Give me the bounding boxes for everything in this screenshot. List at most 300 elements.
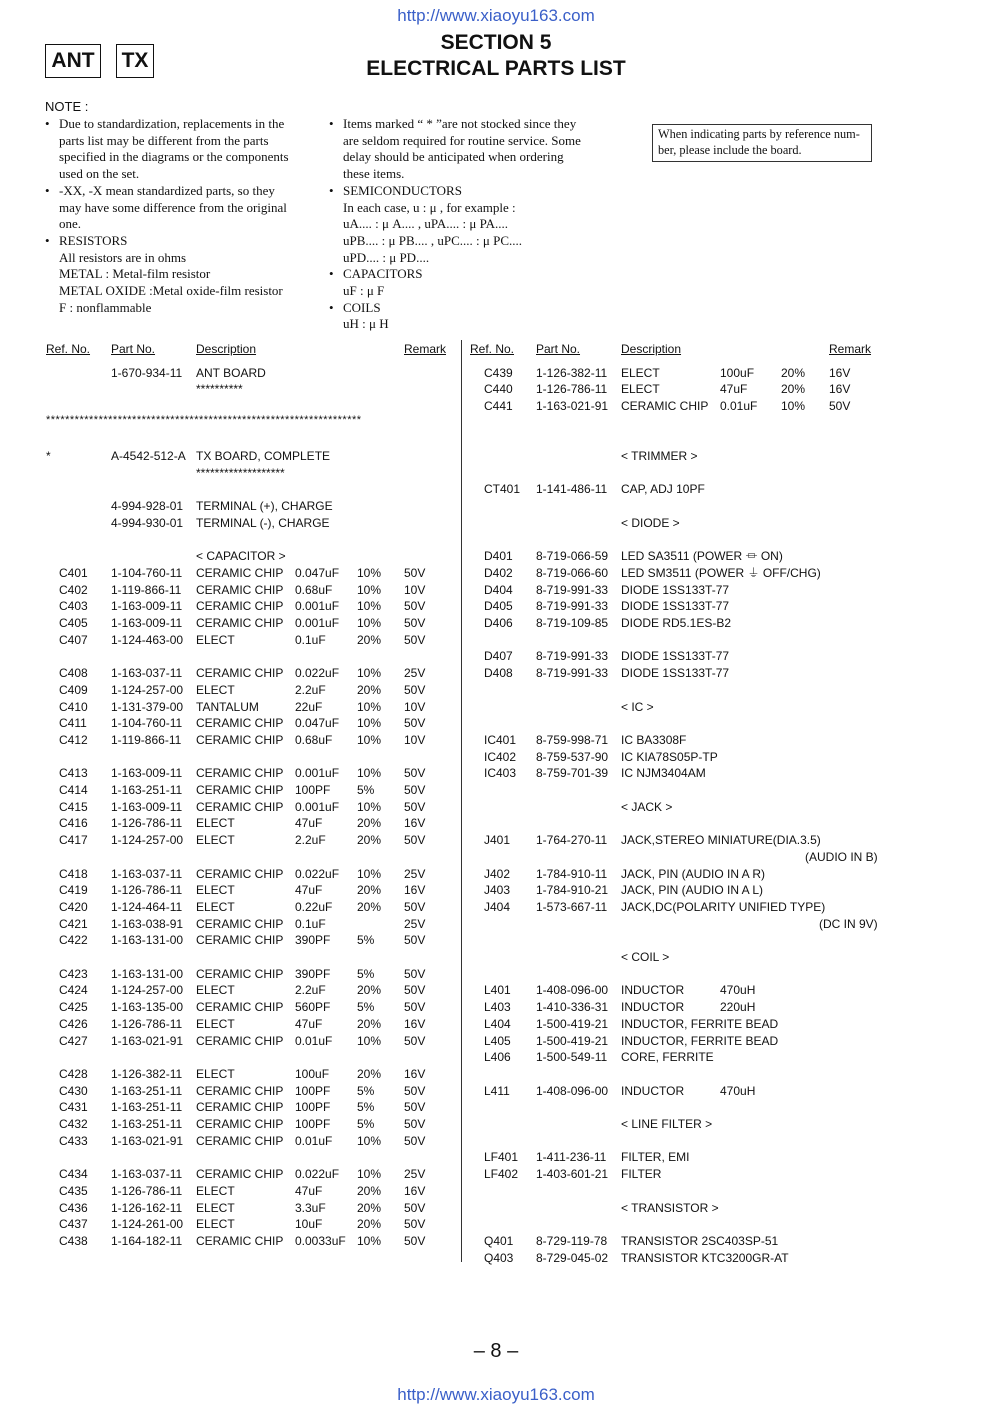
cell-ref: D405 [484,599,513,614]
cell-part: 1-500-419-21 [536,1033,609,1048]
url-bottom[interactable]: http://www.xiaoyu163.com [397,1385,595,1404]
cell-desc: TRANSISTOR KTC3200GR-AT [621,1250,789,1265]
cell-tol: 10% [357,866,382,881]
cell-tol: 10% [357,616,382,630]
cell-desc: DIODE 1SS133T-77 [621,582,730,597]
note-line: METAL OXIDE :Metal oxide-film resistor [59,283,283,299]
cell-part: 1-126-786-11 [536,382,608,397]
cell-val: 10uF [295,1217,323,1232]
cell-tol: 5% [357,1000,375,1015]
cell-part: 1-784-910-21 [536,883,609,898]
note-line: All resistors are in ohms [59,249,187,265]
note-line: uA.... : μ A.... , uPA.... : μ PA.... [343,216,509,232]
cell-volt: 25V [404,666,426,681]
cell-desc: ELECT [196,816,235,831]
cell-part: 1-164-182-11 [111,1233,183,1248]
cell-val: 100PF [295,783,331,797]
note-line: • RESISTORS [45,233,310,250]
cell-ref: C416 [59,816,88,831]
cell-val: 47uF [295,1183,323,1198]
cell-volt: 50V [404,983,426,998]
note-line: • COILS [329,300,609,317]
cell-ref: C417 [59,833,88,848]
cell-desc: FILTER [621,1167,662,1182]
cell-val: 470uH [720,1083,756,1098]
cell-val: 0.001uF [295,616,340,630]
cell-desc: < COIL > [621,950,670,964]
cell-tol: 20% [781,382,806,397]
cell-desc: CERAMIC CHIP [196,916,284,931]
cell-val: 2.2uF [295,983,326,998]
cell-desc: CERAMIC CHIP [196,732,284,747]
cell-val: 47uF [295,883,323,898]
cell-part: 8-719-066-60 [536,565,609,580]
cell-desc: JACK, PIN (AUDIO IN A R) [621,866,766,881]
header-desc-right: Description [621,342,682,356]
cell-tol: 10% [357,666,382,681]
cell-ref: IC402 [484,749,517,764]
cell-volt: 50V [404,1117,426,1131]
cell-ref: C440 [484,382,513,397]
cell-desc: CERAMIC CHIP [196,966,284,981]
cell-desc: DIODE 1SS133T-77 [621,599,730,614]
cell-ref: D406 [484,616,513,630]
cell-desc: JACK,DC(POLARITY UNIFIED TYPE) [621,899,826,914]
note-line: uH : μ H [343,316,389,332]
cell-tol: 20% [357,833,382,848]
cell-desc: IC NJM3404AM [621,766,706,781]
cell-val: 0.001uF [295,599,340,614]
cell-ref: D402 [484,565,513,580]
cell-part: 1-126-786-11 [111,883,183,898]
cell-volt: 50V [404,1217,426,1232]
cell-tol: 20% [357,632,382,647]
cell-desc: ELECT [621,365,660,380]
cell-val: 2.2uF [295,833,326,848]
cell-ref: L404 [484,1016,511,1031]
cell-remark: (DC IN 9V) [819,916,878,931]
cell-tol: 10% [357,1133,382,1148]
cell-part: 1-163-009-11 [111,616,183,630]
cell-ref: C437 [59,1217,88,1232]
cell-desc: CERAMIC CHIP [196,1133,284,1148]
cell-desc: TANTALUM [196,699,259,714]
cell-desc: INDUCTOR, FERRITE BEAD [621,1016,779,1031]
cell-part: 1-500-549-11 [536,1050,608,1065]
section-title: SECTION 5 [440,31,552,54]
page-number: – 8 – [473,1340,519,1362]
cell-val: 100PF [295,1117,331,1131]
cell-part: 1-124-261-00 [111,1217,184,1232]
cell-volt: 50V [404,682,426,697]
cell-val: 47uF [295,816,323,831]
column-divider [461,340,462,1262]
cell-desc: CERAMIC CHIP [196,933,284,948]
cell-volt: 50V [404,616,426,630]
cell-part: 1-411-236-11 [536,1150,607,1165]
cell-part: 1-104-760-11 [111,565,183,580]
cell-part: 8-759-537-90 [536,749,609,764]
cell-part: 1-124-463-00 [111,632,184,647]
cell-val: 3.3uF [295,1200,326,1215]
cell-desc: ELECT [196,1200,235,1215]
cell-ref: C412 [59,732,88,747]
cell-ref: D407 [484,649,513,664]
cell-ref: L403 [484,1000,511,1015]
note-line: uF : μ F [343,283,385,299]
cell-tol: 10% [357,799,382,814]
url-top[interactable]: http://www.xiaoyu163.com [397,6,595,25]
cell-part: 1-500-419-21 [536,1016,609,1031]
cell-ref: C434 [59,1167,88,1182]
cell-volt: 16V [404,816,426,831]
cell-tol: 20% [357,682,382,697]
cell-tol: 10% [357,565,382,580]
cell-volt: 50V [404,1133,426,1148]
cell-desc: CERAMIC CHIP [196,1100,284,1115]
cell-val: 0.01uF [295,1033,333,1048]
cell-ref: C436 [59,1200,88,1215]
cell-part: 1-163-131-00 [111,966,184,981]
cell-tol: 10% [357,1033,382,1048]
cell-val: 0.01uF [720,398,758,413]
cell-val: 100uF [295,1066,330,1081]
cell-val: 47uF [295,1016,323,1031]
cell-val: 0.001uF [295,799,340,814]
note-line: uPD.... : μ PD.... [343,249,430,265]
tx-label: TX [116,44,154,78]
cell-ref: C439 [484,365,513,380]
cell-part: 1-163-131-00 [111,933,184,948]
cell-ref: C425 [59,1000,88,1015]
cell-part: 1-126-786-11 [111,1016,183,1031]
cell-volt: 50V [404,632,426,647]
cell-val: 0.68uF [295,582,333,597]
cell-part: 8-759-998-71 [536,732,609,747]
cell-desc: CERAMIC CHIP [196,866,284,881]
cell-volt: 50V [404,799,426,814]
cell-desc: ELECT [196,1016,235,1031]
ant-label: ANT [45,44,101,78]
section-subtitle: ELECTRICAL PARTS LIST [366,57,626,80]
cell-part: 1-124-257-00 [111,682,184,697]
cell-volt: 50V [404,933,426,948]
cell-tol: 20% [357,816,382,831]
note-line: uPB.... : μ PB.... , uPC.... : μ PC.... [343,232,523,248]
cell-ref: C435 [59,1183,88,1198]
cell-desc: INDUCTOR [621,983,685,998]
header-desc-left: Description [196,342,257,356]
cell-ref: C424 [59,983,88,998]
cell-ref: Q401 [484,1233,514,1248]
cell-desc: INDUCTOR [621,1083,685,1098]
cell-part: 1-784-910-11 [536,866,608,881]
header-part-right: Part No. [536,342,581,356]
cell-desc: JACK,STEREO MINIATURE(DIA.3.5) [621,833,821,848]
cell-part: 1-163-009-11 [111,799,183,814]
cell-tol: 10% [357,716,382,731]
cell-desc: CAP, ADJ 10PF [621,482,705,497]
cell-ref: C408 [59,666,88,681]
cell-desc: DIODE 1SS133T-77 [621,649,730,664]
cell-tol: 20% [357,1183,382,1198]
note-line: these items. [343,166,405,182]
cell-ref: C419 [59,883,88,898]
cell-desc: CERAMIC CHIP [196,616,284,630]
cell-part: 1-408-096-00 [536,1083,609,1098]
cell-desc: CERAMIC CHIP [196,1117,284,1131]
cell-desc: TERMINAL (+), CHARGE [196,499,333,514]
cell-tol: 5% [357,966,375,981]
cell-val: 2.2uF [295,682,326,697]
cell-part: 1-403-601-21 [536,1167,609,1182]
cell-ref: CT401 [484,482,521,497]
cell-part: 1-670-934-11 [111,365,183,380]
cell-volt: 16V [404,1183,426,1198]
cell-tol: 20% [357,1066,382,1081]
cell-part: 1-104-760-11 [111,716,183,731]
cell-part: 8-719-109-85 [536,616,609,630]
cell-ref: L401 [484,983,511,998]
cell-ref: C411 [59,716,87,731]
cell-desc: CERAMIC CHIP [196,666,284,681]
cell-val: 47uF [720,382,748,397]
cell-part: 1-163-021-91 [536,398,609,413]
cell-part: 1-141-486-11 [536,482,608,497]
cell-part: 4-994-928-01 [111,499,184,514]
cell-part: 1-163-009-11 [111,599,183,614]
cell-desc: LED SM3511 (POWER ⏚ OFF/CHG) [621,565,821,580]
cell-volt: 50V [404,833,426,848]
cell-desc: ******************* [196,465,285,480]
cell-tol: 10% [357,582,382,597]
cell-ref: C410 [59,699,88,714]
cell-part: 1-163-037-11 [111,666,183,681]
cell-val: 560PF [295,1000,331,1015]
cell-tol: 20% [357,1016,382,1031]
cell-part: 1-124-464-11 [111,899,183,914]
cell-part: 8-759-701-39 [536,766,609,781]
note-line: • SEMICONDUCTORS [329,183,609,200]
cell-part: 1-126-786-11 [111,816,183,831]
cell-tol: 5% [357,783,375,797]
cell-desc: ELECT [196,1183,235,1198]
cell-val: 100uF [720,365,755,380]
cell-part: 1-126-786-11 [111,1183,183,1198]
cell-desc: CERAMIC CHIP [196,1033,284,1048]
cell-desc: ELECT [196,632,235,647]
cell-ref: J402 [484,866,511,881]
cell-part: 8-719-991-33 [536,666,609,681]
cell-ref: J403 [484,883,511,898]
cell-desc: CORE, FERRITE [621,1050,714,1065]
cell-part: 1-163-251-11 [111,783,183,797]
cell-tol: 10% [357,732,382,747]
cell-part: 1-408-096-00 [536,983,609,998]
cell-part: 1-764-270-11 [536,833,608,848]
cell-desc: CERAMIC CHIP [621,398,709,413]
cell-part: 1-163-009-11 [111,766,183,781]
cell-desc: < TRIMMER > [621,449,698,463]
cell-desc: CERAMIC CHIP [196,565,284,580]
cell-ref: L405 [484,1033,511,1048]
cell-part: 1-124-257-00 [111,983,184,998]
cell-ref: Q403 [484,1250,514,1265]
cell-val: 0.001uF [295,766,340,781]
note-line: • Due to standardization, replacements in the [45,116,310,133]
cell-volt: 50V [404,565,426,580]
cell-volt: 25V [404,866,426,881]
cell-part: 8-719-991-33 [536,582,609,597]
separator-stars: ****************************************************************** [46,414,362,426]
cell-desc: CERAMIC CHIP [196,1083,284,1098]
cell-ref: C433 [59,1133,88,1148]
cell-val: 0.022uF [295,666,340,681]
cell-volt: 50V [404,1083,426,1098]
note-line: used on the set. [59,166,140,182]
cell-part: 1-163-038-91 [111,916,184,931]
cell-ref: C409 [59,682,88,697]
cell-desc: ELECT [196,1217,235,1232]
cell-ref: C438 [59,1233,88,1248]
note-line: In each case, u : μ , for example : [343,199,516,215]
note-line: • -XX, -X mean standardized parts, so they [45,183,310,200]
cell-val: 0.01uF [295,1133,333,1148]
cell-desc: CERAMIC CHIP [196,1233,284,1248]
cell-ref: L406 [484,1050,511,1065]
cell-part: 1-163-037-11 [111,866,183,881]
cell-part: 1-573-667-11 [536,899,608,914]
note-line: one. [59,216,82,232]
cell-ref: C426 [59,1016,88,1031]
cell-desc: CERAMIC CHIP [196,1000,284,1015]
cell-part: 1-124-257-00 [111,833,184,848]
cell-ref: D404 [484,582,513,597]
cell-part: 1-131-379-00 [111,699,184,714]
cell-volt: 50V [404,716,426,731]
cell-val: 390PF [295,933,331,948]
cell-ref: C405 [59,616,88,630]
cell-part: 1-163-135-00 [111,1000,184,1015]
cell-ref: D408 [484,666,513,681]
cell-volt: 10V [404,582,426,597]
cell-desc: ELECT [196,899,235,914]
cell-part: 1-163-251-11 [111,1117,183,1131]
reference-note-box [652,124,872,162]
cell-desc: CERAMIC CHIP [196,599,284,614]
cell-desc: < TRANSISTOR > [621,1200,719,1215]
cell-part: 8-719-066-59 [536,549,609,564]
cell-val: 220uH [720,1000,756,1015]
cell-volt: 10V [404,732,426,747]
cell-ref: C401 [59,565,88,580]
note-line: F : nonflammable [59,299,152,315]
cell-ref: C420 [59,899,88,914]
cell-part: 8-729-119-78 [536,1233,608,1248]
cell-part: 1-163-037-11 [111,1167,183,1182]
cell-ref: C423 [59,966,88,981]
cell-desc: CERAMIC CHIP [196,582,284,597]
cell-ref: IC401 [484,732,517,747]
cell-desc: TX BOARD, COMPLETE [196,449,331,463]
cell-ref: C441 [484,398,513,413]
note-line: delay should be anticipated when ordering [343,149,564,165]
cell-tol: 10% [357,766,382,781]
note-line: specified in the diagrams or the components [59,149,289,165]
cell-part: 1-119-866-11 [111,582,182,597]
note-line: • CAPACITORS [329,266,609,283]
cell-desc: LED SA3511 (POWER ⏛ ON) [621,549,783,564]
cell-mark: * [46,449,51,463]
cell-volt: 16V [404,883,426,898]
header-part-left: Part No. [111,342,156,356]
cell-ref: C415 [59,799,88,814]
cell-volt: 50V [404,899,426,914]
cell-part: 1-163-021-91 [111,1033,184,1048]
cell-val: 0.1uF [295,916,326,931]
cell-desc: ELECT [196,983,235,998]
cell-ref: C407 [59,632,88,647]
notes-left [45,116,310,316]
cell-desc: TRANSISTOR 2SC403SP-51 [621,1233,779,1248]
cell-volt: 50V [404,1033,426,1048]
cell-ref: C403 [59,599,88,614]
cell-volt: 50V [404,1100,426,1115]
cell-val: 100PF [295,1083,331,1098]
cell-volt: 25V [404,916,426,931]
cell-desc: < JACK > [621,799,673,814]
cell-desc: ********** [196,382,243,397]
cell-tol: 10% [357,1167,382,1182]
cell-part: 1-163-251-11 [111,1100,183,1115]
cell-tol: 10% [357,699,382,714]
cell-desc: ELECT [196,883,235,898]
cell-remark: (AUDIO IN B) [805,849,878,864]
cell-val: 0.0033uF [295,1233,346,1248]
cell-ref: L411 [484,1083,510,1098]
cell-desc: CERAMIC CHIP [196,783,284,797]
cell-part: 8-719-991-33 [536,599,609,614]
header-ref-right: Ref. No. [470,342,515,356]
header-ref-left: Ref. No. [46,342,91,356]
cell-desc: FILTER, EMI [621,1150,690,1165]
cell-volt: 50V [404,1233,426,1248]
cell-part: 1-119-866-11 [111,732,182,747]
cell-ref: C414 [59,783,88,797]
cell-ref: C431 [59,1100,88,1115]
cell-part: 4-994-930-01 [111,515,184,530]
cell-val: 22uF [295,699,323,714]
cell-volt: 25V [404,1167,426,1182]
cell-desc: IC BA3308F [621,732,687,747]
cell-val: 100PF [295,1100,331,1115]
cell-ref: C430 [59,1083,88,1098]
cell-tol: 10% [781,398,806,413]
cell-part: 1-163-021-91 [111,1133,184,1148]
cell-part: 1-410-336-31 [536,1000,609,1015]
cell-desc: CERAMIC CHIP [196,716,284,731]
header-remark-left: Remark [404,342,447,356]
cell-volt: 16V [404,1016,426,1031]
cell-tol: 5% [357,1117,375,1131]
cell-tol: 20% [357,899,382,914]
cell-volt: 50V [404,599,426,614]
cell-desc: ELECT [196,1066,235,1081]
cell-part: 1-163-251-11 [111,1083,183,1098]
reference-note-line: When indicating parts by reference num- [658,127,860,141]
cell-volt: 50V [404,966,426,981]
cell-ref: LF402 [484,1167,519,1182]
